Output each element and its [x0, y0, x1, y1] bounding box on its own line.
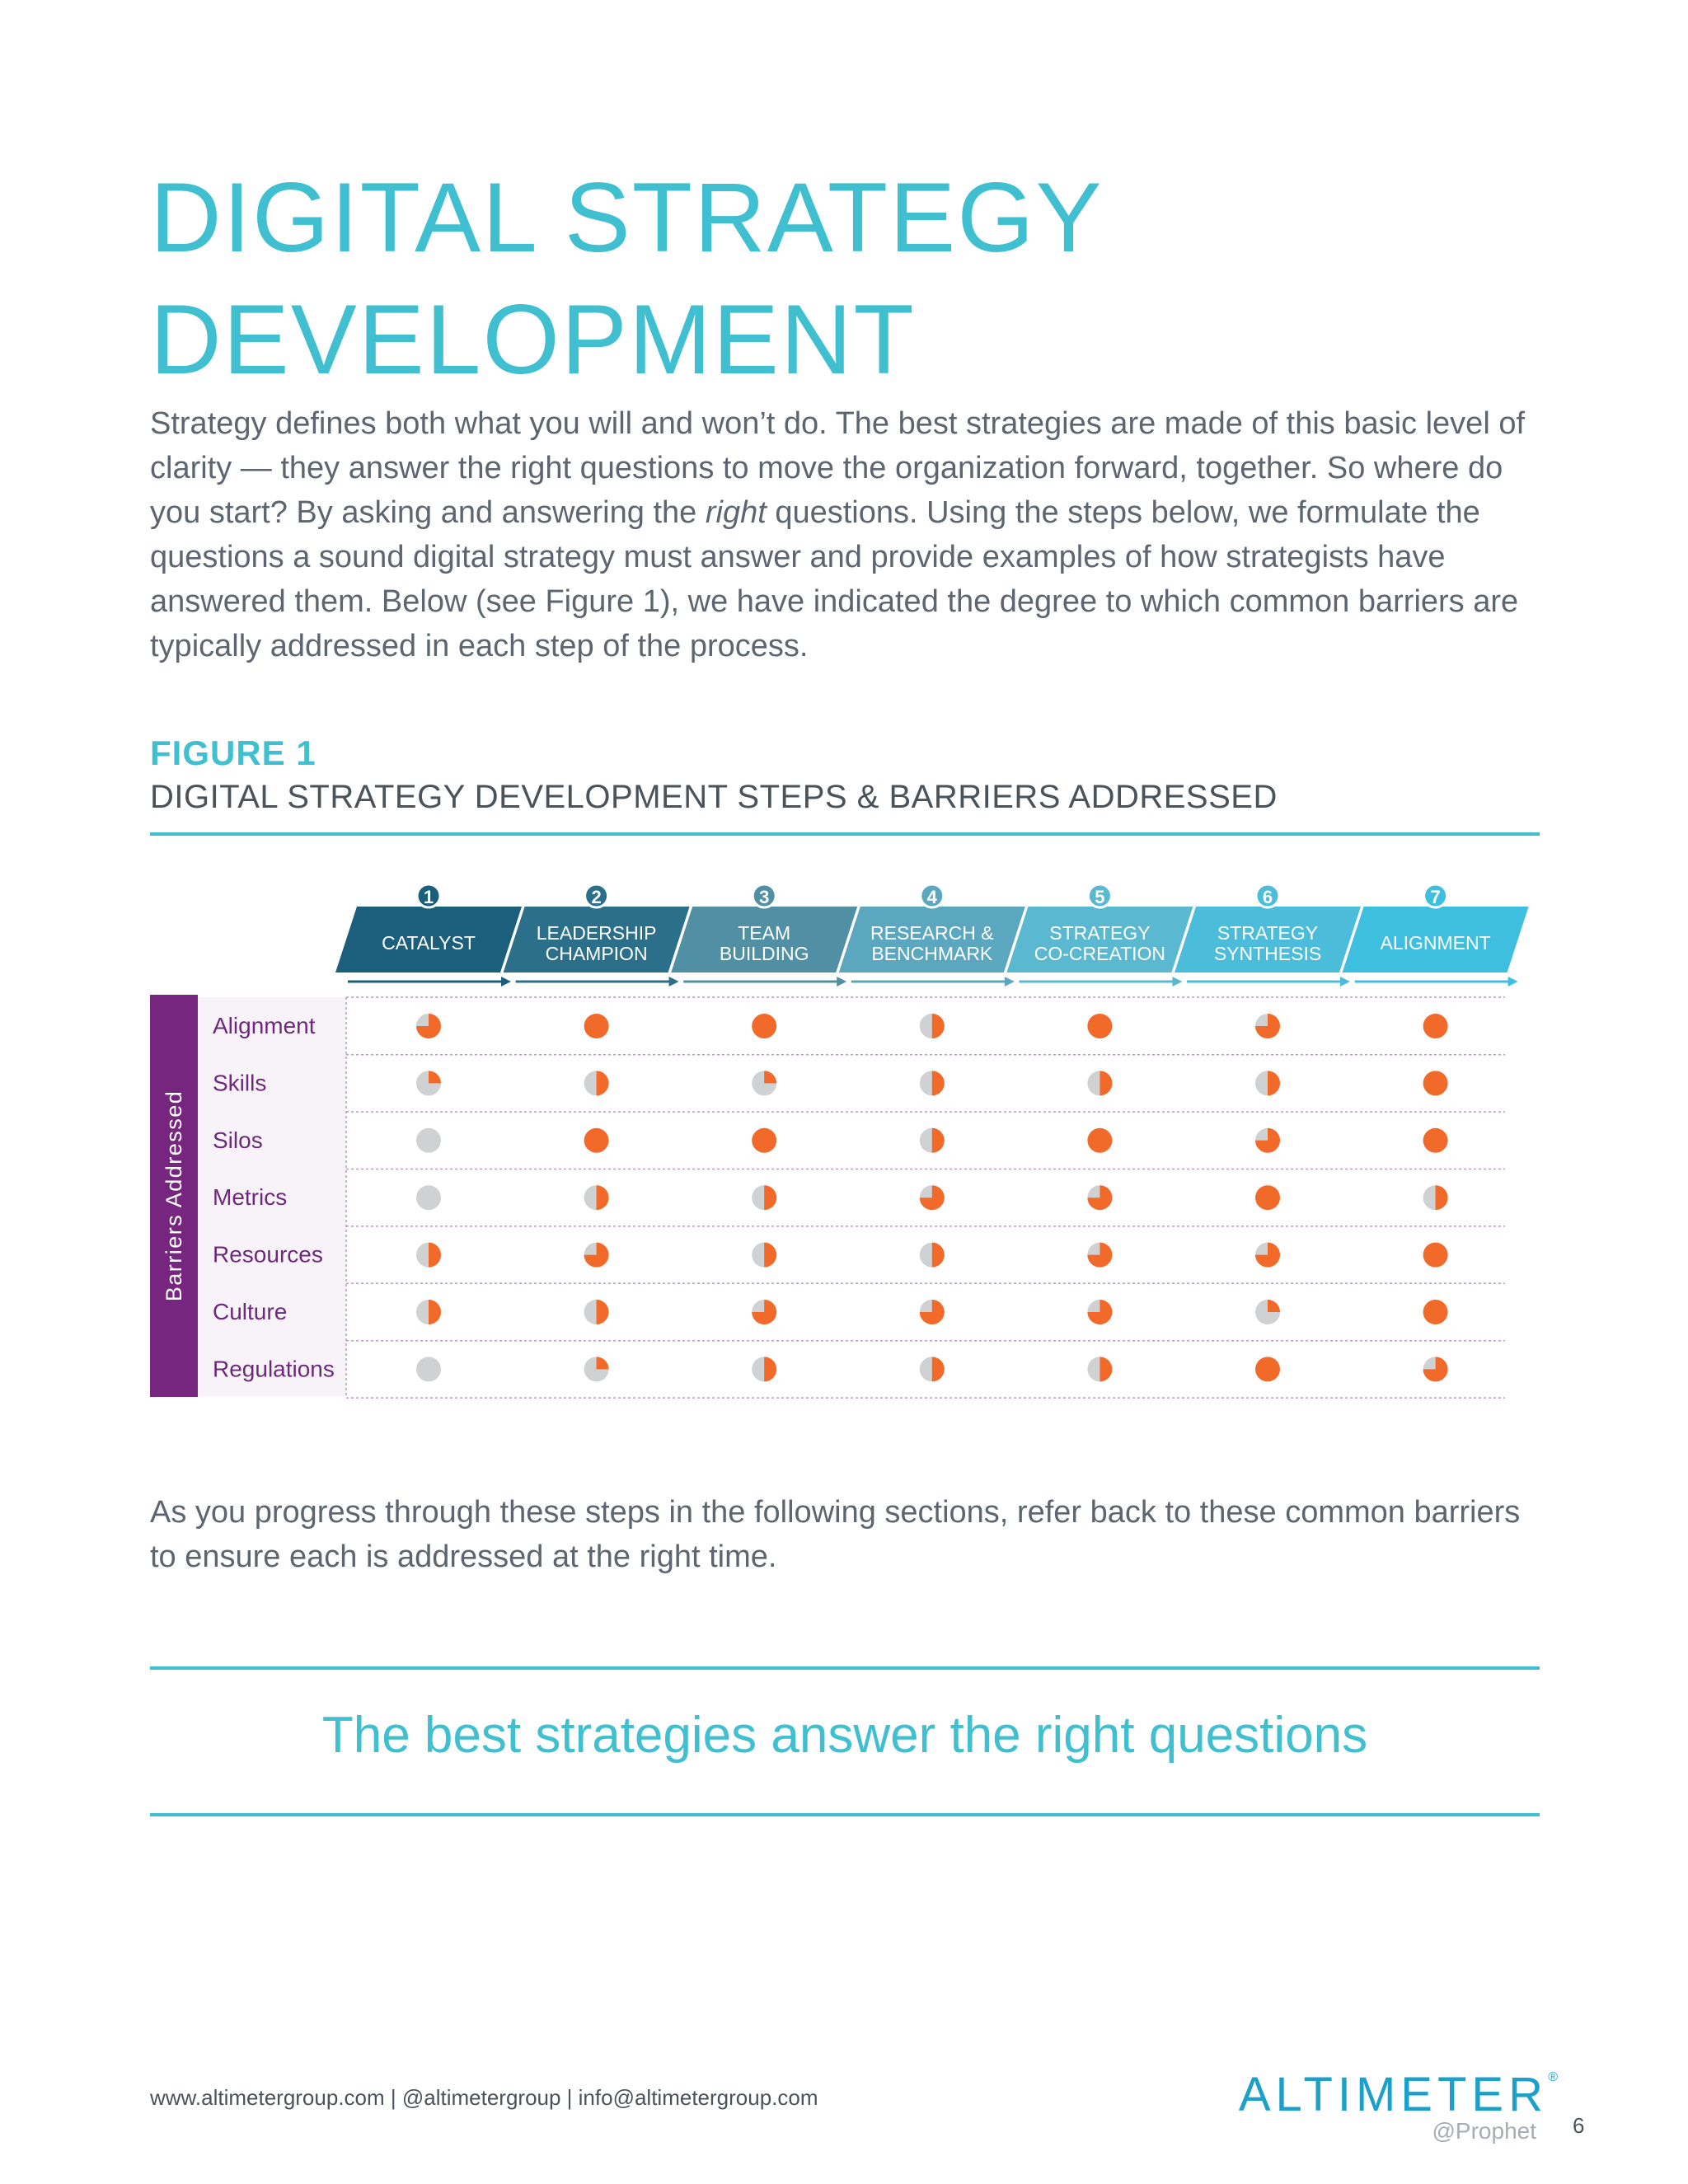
step-label-6-line-1: STRATEGY	[1217, 922, 1319, 944]
step-number-3: 3	[759, 887, 770, 907]
step-label-6-line-2: SYNTHESIS	[1213, 943, 1322, 964]
row-label-regulations: Regulations	[213, 1356, 335, 1382]
harvey-ball-resources-step-4	[932, 1243, 945, 1268]
title-line-2: DEVELOPMENT	[150, 284, 916, 395]
barriers-axis-label: Barriers Addressed	[162, 1090, 186, 1302]
step-arrowhead-4	[1005, 977, 1015, 987]
pullquote-bottom-rule	[150, 1813, 1540, 1816]
step-label-3-line-1: TEAM	[738, 922, 791, 944]
harvey-ball-silos-step-4	[932, 1128, 945, 1153]
step-label-4-line-2: BENCHMARK	[871, 943, 993, 964]
harvey-ball-resources-step-1	[429, 1243, 441, 1268]
intro-text-2: questions. Using the steps below, we formulate the questions a sound digital strategy must answer and provide examples of how strategists have answered them. Below (see Figure 1), we have indicated the degree to which common barriers are typically addressed in each step of the process.	[150, 495, 1519, 663]
harvey-ball-silos-step-3	[752, 1128, 776, 1153]
harvey-ball-culture-step-6	[1268, 1300, 1280, 1312]
harvey-ball-skills-step-6	[1268, 1071, 1280, 1095]
harvey-ball-resources-step-3	[764, 1243, 776, 1268]
harvey-ball-alignment-step-2	[584, 1014, 609, 1038]
row-label-alignment: Alignment	[213, 1013, 316, 1038]
step-label-5-line-1: STRATEGY	[1049, 922, 1151, 944]
step-label-1-line-1: CATALYST	[382, 932, 476, 954]
step-label-4-line-1: RESEARCH &	[870, 922, 994, 944]
row-label-skills: Skills	[213, 1070, 267, 1096]
harvey-ball-metrics-step-7	[1436, 1185, 1448, 1210]
step-arrowhead-7	[1508, 977, 1518, 987]
step-label-7-line-1: ALIGNMENT	[1380, 932, 1491, 954]
logo-subtitle: @Prophet	[1432, 2118, 1536, 2144]
step-number-7: 7	[1430, 887, 1441, 907]
harvey-ball-resources-step-7	[1423, 1243, 1448, 1268]
harvey-ball-silos-step-2	[584, 1128, 609, 1153]
harvey-ball-regulations-step-2	[597, 1357, 609, 1369]
logo-wordmark: ALTIMETER	[1238, 2068, 1548, 2121]
altimeter-logo	[1238, 2067, 1558, 2144]
harvey-ball-skills-step-4	[932, 1071, 945, 1095]
row-label-metrics: Metrics	[213, 1184, 288, 1211]
row-label-silos: Silos	[213, 1127, 263, 1153]
harvey-ball-skills-step-7	[1423, 1071, 1448, 1095]
harvey-ball-silos-step-1	[416, 1128, 441, 1153]
harvey-ball-regulations-step-1	[416, 1357, 441, 1381]
harvey-ball-skills-step-1	[429, 1071, 441, 1083]
intro-emphasis: right	[705, 495, 767, 530]
pullquote-top-rule	[150, 1666, 1540, 1670]
step-number-5: 5	[1095, 887, 1105, 907]
harvey-ball-alignment-step-3	[752, 1014, 776, 1038]
harvey-ball-metrics-step-1	[416, 1185, 441, 1210]
page-number: 6	[1573, 2113, 1585, 2138]
pullquote: The best strategies answer the right questions	[321, 1707, 1368, 1764]
figure-title: DIGITAL STRATEGY DEVELOPMENT STEPS & BARRIERS ADDRESSED	[150, 779, 1278, 815]
figure-label: FIGURE 1	[150, 733, 316, 772]
row-label-culture: Culture	[213, 1299, 288, 1324]
title-line-1: DIGITAL STRATEGY	[150, 162, 1104, 273]
row-label-resources: Resources	[213, 1241, 323, 1268]
harvey-ball-silos-step-5	[1087, 1128, 1112, 1153]
step-number-1: 1	[423, 887, 434, 907]
step-label-2-line-1: LEADERSHIP	[536, 922, 657, 944]
step-arrowhead-5	[1172, 977, 1182, 987]
harvey-ball-regulations-step-4	[932, 1357, 945, 1381]
harvey-ball-silos-step-7	[1423, 1128, 1448, 1153]
step-arrowhead-3	[837, 977, 846, 987]
harvey-ball-regulations-step-6	[1255, 1357, 1280, 1381]
harvey-ball-regulations-step-5	[1100, 1357, 1112, 1381]
harvey-ball-regulations-step-3	[764, 1357, 776, 1381]
harvey-ball-skills-step-3	[764, 1071, 776, 1083]
footer-links: www.altimetergroup.com | @altimetergroup | info@altimetergroup.com	[150, 2085, 818, 2110]
step-label-3-line-2: BUILDING	[719, 943, 809, 964]
step-arrowhead-1	[501, 977, 511, 987]
harvey-ball-culture-step-7	[1423, 1300, 1448, 1324]
harvey-ball-metrics-step-6	[1255, 1185, 1280, 1210]
harvey-ball-metrics-step-3	[764, 1185, 776, 1210]
harvey-ball-alignment-step-4	[932, 1014, 945, 1038]
step-arrowhead-6	[1340, 977, 1350, 987]
step-label-2-line-2: CHAMPION	[545, 943, 648, 964]
closing-paragraph: As you progress through these steps in the following sections, refer back to these common barriers to ensure each is addressed at the right time.	[150, 1495, 1521, 1574]
harvey-ball-skills-step-5	[1100, 1071, 1112, 1095]
harvey-ball-culture-step-2	[597, 1300, 609, 1324]
step-arrowhead-2	[669, 977, 679, 987]
harvey-ball-metrics-step-2	[597, 1185, 609, 1210]
step-number-2: 2	[591, 887, 602, 907]
logo-registered-mark: ®	[1548, 2070, 1558, 2084]
harvey-ball-alignment-step-5	[1087, 1014, 1112, 1038]
intro-text-1: Strategy defines both what you will and won’t do. The best strategies are made of this basic level of clarity — they answer the right questions to move the organization forward, together. So where do you start? By asking and answering the	[150, 406, 1526, 530]
step-label-5-line-2: CO-CREATION	[1034, 943, 1166, 964]
step-number-6: 6	[1262, 887, 1273, 907]
harvey-ball-alignment-step-7	[1423, 1014, 1448, 1038]
harvey-ball-culture-step-1	[429, 1300, 441, 1324]
step-number-4: 4	[926, 887, 937, 907]
harvey-ball-skills-step-2	[597, 1071, 609, 1095]
